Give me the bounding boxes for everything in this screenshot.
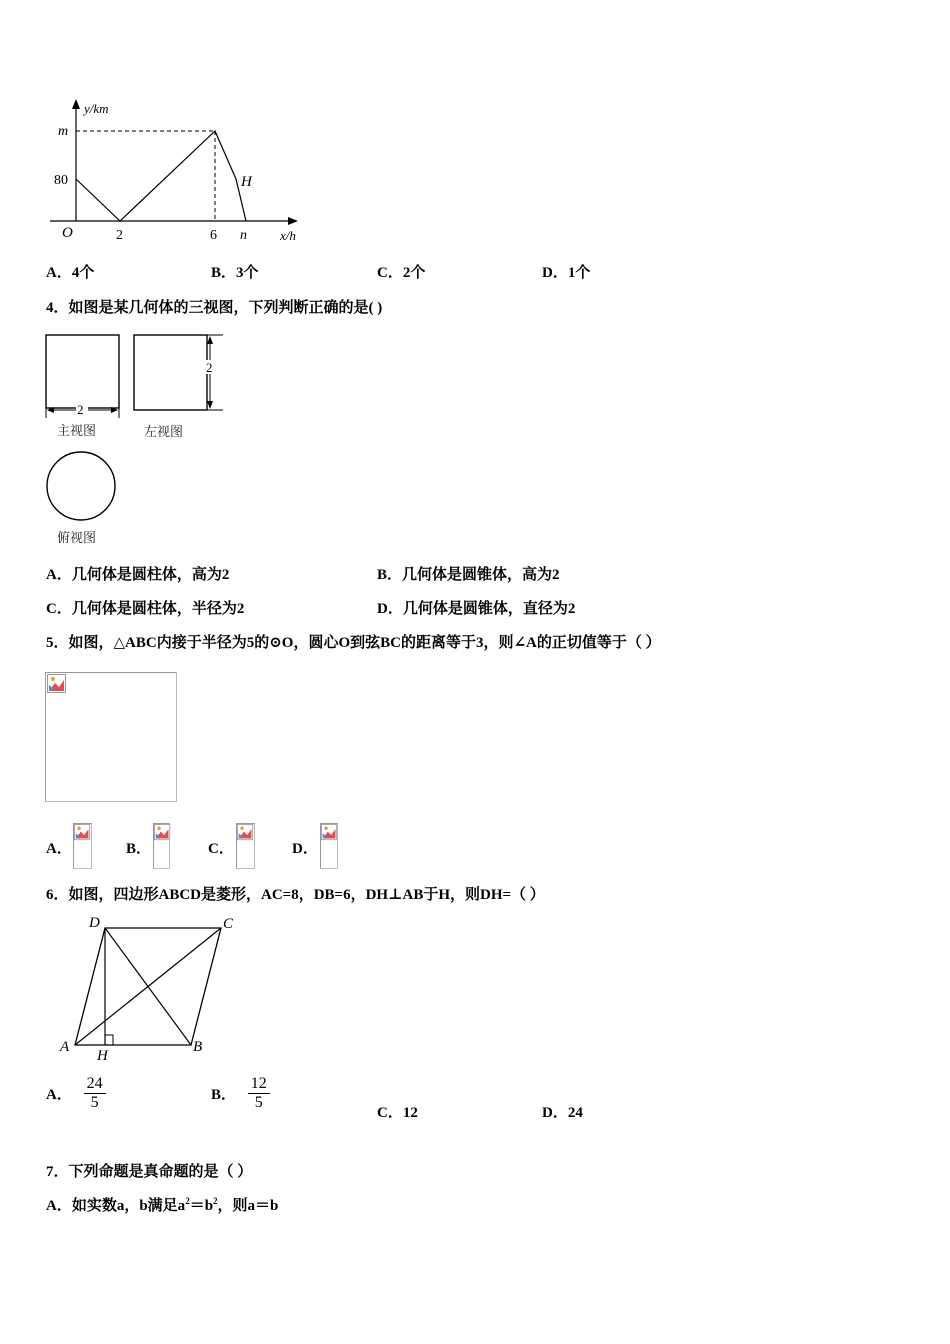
q7-option-a-exp1: 2 <box>185 1196 190 1206</box>
q4-option-a[interactable]: A．几何体是圆柱体，高为2 <box>46 567 230 583</box>
q5-option-b[interactable]: B． <box>126 841 152 857</box>
q5-figure-placeholder <box>45 672 177 802</box>
q6-option-a[interactable] <box>46 1075 106 1112</box>
origin-label: O <box>62 225 73 241</box>
q6-option-a-numerator: 24 <box>84 1075 106 1094</box>
top-view-caption: 俯视图 <box>57 531 97 546</box>
q5-option-a-image <box>73 823 92 869</box>
x-tick-n: n <box>240 228 247 243</box>
q4-question: 4．如图是某几何体的三视图，下列判断正确的是( ) <box>46 300 383 316</box>
q5-option-b-image <box>153 823 170 869</box>
q7-option-a-exp2: 2 <box>213 1196 218 1206</box>
point-h-label: H <box>97 1048 108 1064</box>
y-tick-m: m <box>58 124 69 139</box>
q4-option-b[interactable]: B．几何体是圆锥体，高为2 <box>377 567 560 583</box>
q7-question: 7．下列命题是真命题的是（ ） <box>46 1164 253 1180</box>
q6-option-b[interactable] <box>211 1075 270 1112</box>
front-view-caption: 主视图 <box>57 424 97 439</box>
y-axis-label: y/km <box>84 101 109 116</box>
y-axis-arrow-icon <box>72 99 80 109</box>
left-view-caption: 左视图 <box>144 425 184 440</box>
q5-question: 5．如图，△ABC内接于半径为5的⊙O，圆心O到弦BC的距离等于3，则∠A的正切值等于（ ） <box>46 635 661 651</box>
q6-question: 6．如图，四边形ABCD是菱形，AC=8，DB=6，DH⊥AB于H，则DH=（ ） <box>46 887 545 903</box>
q3-option-b[interactable]: B．3个 <box>211 265 259 281</box>
q5-option-d-image <box>320 823 338 869</box>
q7-option-a[interactable] <box>46 1194 278 1215</box>
q6-option-b-fraction <box>248 1075 270 1112</box>
q7-option-a-mid: ＝b <box>189 1198 214 1214</box>
x-axis-label: x/h <box>280 228 296 243</box>
broken-image-icon <box>154 824 171 841</box>
left-dim-bottom-arrow-icon <box>207 401 213 409</box>
left-dim-label: 2 <box>206 360 213 375</box>
q4-views-svg <box>40 328 240 553</box>
q4-option-c[interactable]: C．几何体是圆柱体，半径为2 <box>46 601 245 617</box>
q3-option-d[interactable]: D．1个 <box>542 265 591 281</box>
q7-option-a-suffix: ，则a＝b <box>217 1198 279 1214</box>
front-dim-label: 2 <box>77 402 84 417</box>
q6-option-b-label: B． <box>211 1087 237 1103</box>
q6-option-c[interactable]: C．12 <box>377 1105 418 1121</box>
q3-option-c[interactable]: C．2个 <box>377 265 426 281</box>
right-angle-mark <box>105 1035 113 1045</box>
front-view-square <box>46 335 119 408</box>
vertex-a-label: A <box>60 1039 70 1055</box>
q6-rhombus-figure <box>55 910 245 1065</box>
x-tick-2: 2 <box>116 228 123 243</box>
q6-option-b-numerator: 12 <box>248 1075 270 1094</box>
q6-option-d[interactable]: D．24 <box>542 1105 583 1121</box>
q6-option-a-fraction <box>84 1075 106 1112</box>
point-h-label: H <box>241 174 252 190</box>
vertex-d-label: D <box>89 915 100 931</box>
q6-rhombus-svg <box>55 910 245 1065</box>
q6-option-a-label: A． <box>46 1087 72 1103</box>
q4-three-views-figure <box>40 328 240 553</box>
q6-option-a-denominator: 5 <box>90 1094 99 1111</box>
broken-image-icon <box>74 824 91 841</box>
top-view-circle <box>47 452 115 520</box>
q6-option-b-denominator: 5 <box>254 1094 263 1111</box>
y-tick-80: 80 <box>54 173 68 188</box>
left-view-square <box>134 335 207 410</box>
x-tick-6: 6 <box>210 228 217 243</box>
x-axis-arrow-icon <box>288 217 298 225</box>
q5-option-d[interactable]: D． <box>292 841 318 857</box>
q3-graph-svg <box>40 95 310 245</box>
left-dim-top-arrow-icon <box>207 336 213 344</box>
q5-option-a[interactable]: A． <box>46 841 72 857</box>
q3-option-a[interactable]: A．4个 <box>46 265 95 281</box>
broken-image-icon <box>237 824 254 841</box>
vertex-b-label: B <box>193 1039 203 1055</box>
broken-image-icon <box>47 674 67 694</box>
graph-line <box>76 131 246 221</box>
q7-option-a-prefix: A．如实数a，b满足a <box>46 1198 186 1214</box>
diagonal-db <box>105 928 191 1045</box>
q5-option-c[interactable]: C． <box>208 841 234 857</box>
vertex-c-label: C <box>223 916 234 932</box>
q3-distance-time-graph <box>40 95 310 245</box>
q5-option-c-image <box>236 823 255 869</box>
q4-option-d[interactable]: D．几何体是圆锥体，直径为2 <box>377 601 576 617</box>
broken-image-icon <box>321 824 338 841</box>
